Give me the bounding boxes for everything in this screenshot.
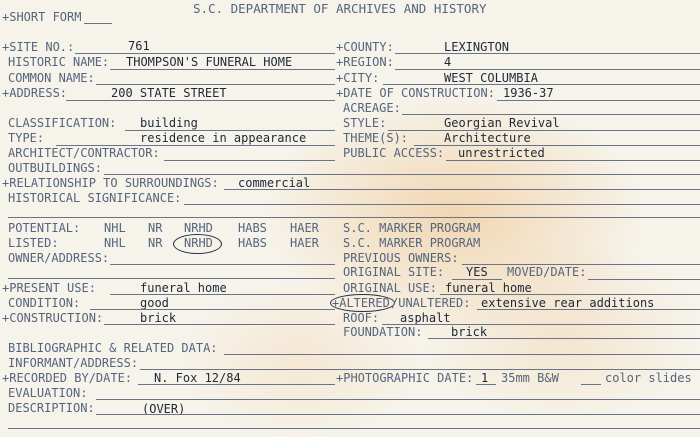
address-label: +ADDRESS: [2, 86, 68, 100]
altered-circle-mark [330, 294, 395, 312]
moved-date-line [588, 279, 700, 280]
acreage-label: ACREAGE: [343, 101, 401, 115]
recorded-by-line [138, 384, 335, 385]
architect-label: ARCHITECT/CONTRACTOR: [8, 146, 160, 160]
foundation-label: FOUNDATION: [343, 325, 423, 339]
listed-nrhd: NRHD [184, 236, 213, 250]
evaluation-label: EVALUATION: [8, 386, 88, 400]
region-value: 4 [444, 55, 452, 69]
altered-line [477, 309, 700, 310]
photo-type-label: 35mm B&W [501, 371, 559, 385]
recorded-by-label: +RECORDED BY/DATE: [2, 371, 133, 385]
county-value: LEXINGTON [444, 40, 510, 54]
original-use-value: funeral home [445, 281, 532, 295]
owner-address-line [110, 264, 335, 265]
construction-value: brick [140, 311, 177, 325]
construction-line [104, 324, 335, 325]
type-value: residence in appearance [140, 131, 307, 145]
style-label: STYLE: [343, 116, 387, 130]
informant-label: INFORMANT/ADDRESS: [8, 356, 139, 370]
common-name-line [96, 84, 335, 85]
present-use-line [110, 294, 335, 295]
style-value: Georgian Revival [444, 116, 560, 130]
listed-haer: HAER [290, 236, 319, 250]
photo-count-line [476, 384, 496, 385]
architect-line [164, 160, 335, 161]
relationship-label: +RELATIONSHIP TO SURROUNDINGS: [2, 176, 219, 190]
construction-label: +CONSTRUCTION: [2, 311, 104, 325]
type-label: TYPE: [8, 131, 45, 145]
moved-date-label: MOVED/DATE: [507, 265, 587, 279]
city-value: WEST COLUMBIA [444, 71, 538, 85]
themes-line [414, 145, 700, 146]
recorded-by-value: N. Fox 12/84 [154, 371, 241, 385]
previous-owners-label: PREVIOUS OWNERS: [343, 251, 459, 265]
potential-habs: HABS [238, 221, 267, 235]
original-site-line [452, 279, 502, 280]
nrhd-circle-mark [173, 234, 222, 254]
original-use-label: ORIGINAL USE: [343, 281, 437, 295]
county-label: +COUNTY: [336, 40, 394, 54]
listed-habs: HABS [238, 236, 267, 250]
themes-label: THEME(S): [343, 131, 409, 145]
classification-value: building [140, 116, 198, 130]
significance-line-1 [184, 204, 700, 205]
bibliographic-label: BIBLIOGRAPHIC & RELATED DATA: [8, 341, 218, 355]
region-line [395, 69, 700, 70]
original-use-line [440, 294, 700, 295]
condition-label: CONDITION: [8, 296, 81, 310]
acreage-line [402, 114, 700, 115]
relationship-value: commercial [238, 176, 311, 190]
themes-value: Architecture [444, 131, 531, 145]
condition-line [90, 309, 335, 310]
city-label: +CITY: [336, 71, 380, 85]
style-line [388, 130, 700, 131]
outbuildings-line [104, 174, 700, 175]
color-slides-line [581, 384, 601, 385]
listed-nhl: NHL [104, 236, 126, 250]
evaluation-line [96, 399, 700, 400]
significance-line-2 [8, 217, 700, 218]
region-label: +REGION: [336, 55, 394, 69]
outbuildings-label: OUTBUILDINGS: [8, 161, 102, 175]
short-form-line [84, 23, 112, 24]
city-line [383, 84, 700, 85]
common-name-label: COMMON NAME: [8, 71, 95, 85]
historic-name-value: THOMPSON'S FUNERAL HOME [126, 55, 293, 69]
significance-label: HISTORICAL SIGNIFICANCE: [8, 191, 182, 205]
unaltered-label: /UNALTERED: [391, 296, 471, 310]
address-line [66, 100, 335, 101]
marker-program-label-2: S.C. MARKER PROGRAM [343, 236, 481, 250]
date-construction-label: +DATE OF CONSTRUCTION: [336, 86, 495, 100]
roof-value: asphalt [400, 311, 451, 325]
original-site-value: YES [466, 265, 488, 279]
bibliographic-line [224, 354, 700, 355]
description-line [96, 414, 700, 415]
owner-address-label: OWNER/ADDRESS: [8, 251, 110, 265]
historic-name-label: HISTORIC NAME: [8, 55, 110, 69]
potential-nhl: NHL [104, 221, 126, 235]
public-access-value: unrestricted [458, 146, 545, 160]
classification-label: CLASSIFICATION: [8, 116, 117, 130]
county-line [395, 53, 700, 54]
foundation-line [428, 338, 700, 339]
potential-haer: HAER [290, 221, 319, 235]
original-site-label: ORIGINAL SITE: [343, 265, 445, 279]
roof-line [382, 324, 700, 325]
color-slides-label: color slides [605, 371, 692, 385]
condition-value: good [140, 296, 169, 310]
relationship-line [224, 189, 700, 190]
public-access-line [446, 160, 700, 161]
address-value: 200 STATE STREET [111, 86, 227, 100]
informant-line [140, 369, 700, 370]
description-label: DESCRIPTION: [8, 401, 95, 415]
historic-name-line [110, 69, 335, 70]
marker-program-label-1: S.C. MARKER PROGRAM [343, 221, 481, 235]
public-access-label: PUBLIC ACCESS: [343, 146, 445, 160]
altered-value: extensive rear additions [481, 296, 655, 310]
description-line-2 [8, 428, 700, 429]
photographic-date-label: +PHOTOGRAPHIC DATE: [336, 371, 474, 385]
short-form-label: +SHORT FORM [2, 10, 82, 24]
altered-label: +ALTERED [332, 296, 390, 310]
present-use-value: funeral home [140, 281, 227, 295]
present-use-label: +PRESENT USE: [2, 281, 96, 295]
owner-address-line-2 [8, 278, 335, 279]
date-construction-line [497, 100, 700, 101]
agency-title: S.C. DEPARTMENT OF ARCHIVES AND HISTORY [193, 1, 487, 16]
date-construction-value: 1936-37 [503, 86, 554, 100]
description-value: (OVER) [142, 402, 186, 416]
listed-label: LISTED: [8, 236, 59, 250]
potential-nrhd: NRHD [184, 221, 213, 235]
photo-count-value: 1 [481, 371, 489, 385]
potential-nr: NR [148, 221, 163, 235]
listed-nr: NR [148, 236, 163, 250]
site-no-line [75, 53, 335, 54]
site-no-label: +SITE NO.: [2, 40, 75, 54]
potential-label: POTENTIAL: [8, 221, 81, 235]
roof-label: ROOF: [343, 311, 380, 325]
foundation-value: brick [451, 325, 488, 339]
site-no-value: 761 [128, 39, 150, 53]
